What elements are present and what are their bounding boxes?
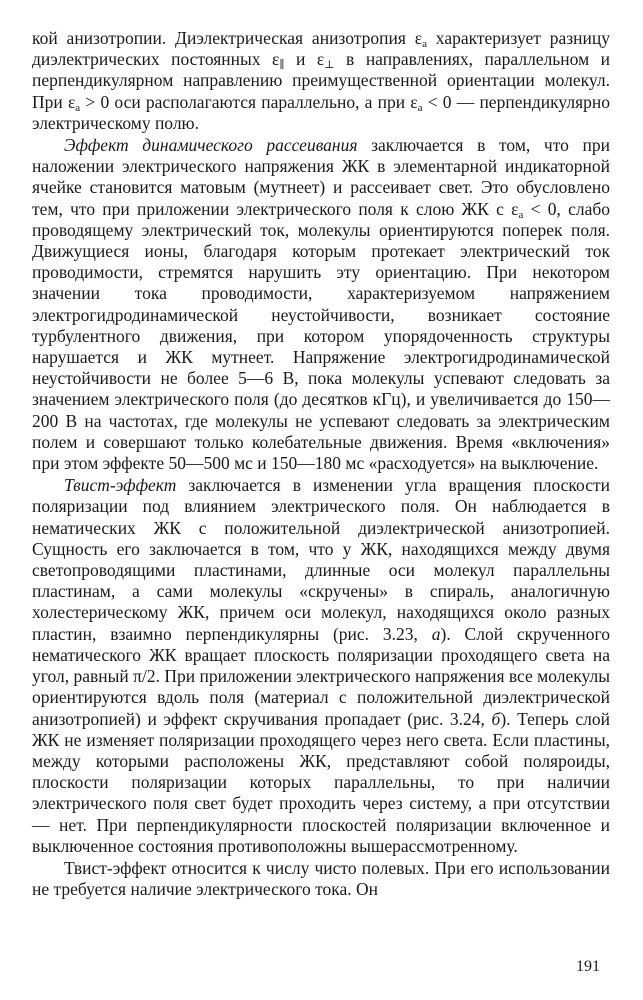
text-run: < 0 — перпендикулярно электрическому полю. [32, 91, 610, 133]
text-run: кой анизотропии. Диэлектрическая анизотропия ε [32, 28, 423, 48]
paragraph-twist-effect [32, 475, 610, 857]
text-run: > 0 оси располагаются параллельно, а при ε [80, 91, 418, 112]
text-run: ). Слой скрученного нематического ЖК вращает плоскость поляризации проходящего света на угол, равный π/2. При приложении электрического напряжения все молекулы ориентируются вдоль поля (материал с положительной диэлектрической анизотропией) и эффект скручивания пропадает (рис. 3.24, [32, 623, 610, 729]
figure-label-a: а [431, 623, 441, 644]
text-run: заключается в том, что при наложении электрического напряжения ЖК в элементарной индикаторной ячейке становится матовым (мутнеет) и рассеивает свет. Это обусловлено тем, что при приложении электрического поля к слою ЖК с ε [32, 135, 610, 219]
page-body [32, 28, 610, 900]
figure-label-b: б [491, 708, 501, 729]
text-run: и ε [284, 49, 325, 70]
subscript: ⊥ [324, 59, 335, 72]
text-run: в направлениях, параллельном и перпендикулярном направлению преимущественной ориентации молекул. При ε [32, 49, 611, 112]
subscript: a [417, 101, 423, 114]
term-twist-effect: Твист-эффект [64, 475, 177, 496]
text-run: < 0, слабо проводящему электрический ток, молекулы ориентируются поперек поля. Движущиеся ионы, благодаря которым протекает электрический ток проводимости, стремятся нарушить эту ориентацию. При некотором значении тока проводимости, характеризуемом напряжением электрогидродинамической неустойчивости, возникает состояние турбулентного движения, при котором упорядоченность структуры нарушается и ЖК мутнеет. Напряжение электрогидродинамической неустойчивости не более 5—6 В, пока молекулы успевают следовать за значением электрического поля (до десятков кГц), и увеличивается до 150—200 В на частотах, где молекулы не успевают следовать за электрическим полем и совершают только колебательные движения. Время «включения» при этом эффекте 50—500 мс и 150—180 мс «расходуется» на выключение. [32, 198, 610, 474]
term-dynamic-scattering: Эффект динамического рассеивания [64, 135, 358, 156]
text-run: заключается в изменении угла вращения плоскости поляризации под влиянием электрического поля. Он наблюдается в нематических ЖК с положительной диэлектрической анизотропией. Сущность его заключается в том, что у ЖК, находящихся между двумя светопроводящими пластинами, длинные оси молекул параллельны пластинам, а сами молекулы «скручены» в спираль, аналогичную холестерическому ЖК, причем оси молекул, находящихся около разных пластин, взаимно перпендикулярны (рис. 3.23, [32, 475, 610, 644]
text-run: характеризует разницу диэлектрических постоянных ε [32, 28, 610, 70]
subscript: ∥ [279, 59, 285, 72]
text-run: Твист-эффект относится к числу чисто полевых. При его использовании не требуется наличие электрического тока. Он [32, 857, 610, 900]
subscript: a [75, 101, 81, 114]
subscript: a [518, 208, 524, 221]
text-run: ). Теперь слой ЖК не изменяет поляризации проходящего через него света. Если пластины, между которыми расположены ЖК, представляют собой поляроиды, плоскости поляризации которых параллельны, то при наличии электрического поля свет будет проходить через систему, а при отсутствии — нет. При перпендикулярности плоскостей поляризации включенное и выключенное состояния противоположны вышерассмотренному. [32, 708, 610, 856]
subscript: a [422, 38, 427, 50]
paragraph-dielectric-anisotropy [32, 28, 610, 134]
paragraph-dynamic-scattering [32, 135, 610, 474]
paragraph-twist-field-effect [32, 858, 610, 900]
page-number: 191 [576, 958, 600, 975]
